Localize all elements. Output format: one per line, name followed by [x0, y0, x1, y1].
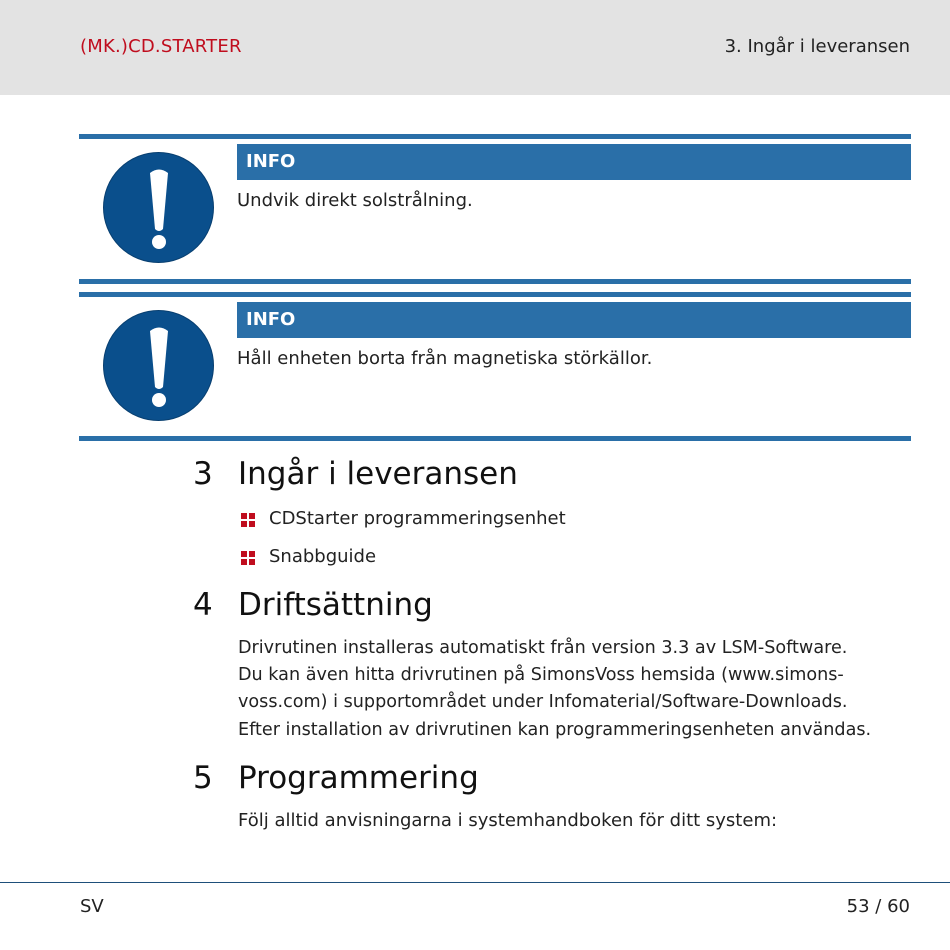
- section-number: 3: [193, 456, 213, 492]
- page-number: 53 / 60: [846, 896, 910, 917]
- section-number: 4: [193, 587, 213, 623]
- info-top-rule: [79, 292, 911, 297]
- paragraph-line: Efter installation av drivrutinen kan programmeringsenheten användas.: [238, 720, 872, 740]
- bullet-squares-icon: [241, 551, 255, 565]
- bullet-squares-icon: [241, 513, 255, 527]
- section-title: Driftsättning: [238, 587, 433, 623]
- section-title: Programmering: [238, 760, 479, 796]
- list-item-text: Snabbguide: [269, 546, 377, 567]
- footer-language: SV: [80, 896, 104, 917]
- info-bottom-rule: [79, 436, 911, 441]
- exclamation-icon: [103, 310, 214, 421]
- list-item-text: CDStarter programmeringsenhet: [269, 508, 566, 529]
- info-label-bar: [237, 144, 911, 180]
- paragraph-line: voss.com) i supportområdet under Infomaterial/Software-Downloads.: [238, 692, 848, 712]
- info-box-2: [79, 292, 911, 444]
- paragraph-line: Följ alltid anvisningarna i systemhandboken för ditt system:: [238, 810, 778, 831]
- info-box-1: [79, 134, 911, 286]
- info-label: INFO: [246, 151, 296, 172]
- section-title: Ingår i leveransen: [238, 456, 518, 492]
- info-label-bar: [237, 302, 911, 338]
- info-label: INFO: [246, 309, 296, 330]
- footer-rule: [0, 882, 950, 883]
- chapter-title: 3. Ingår i leveransen: [724, 36, 910, 57]
- info-text: Undvik direkt solstrålning.: [237, 190, 473, 211]
- info-top-rule: [79, 134, 911, 139]
- info-bottom-rule: [79, 279, 911, 284]
- exclamation-icon: [103, 152, 214, 263]
- paragraph-line: Du kan även hitta drivrutinen på SimonsVoss hemsida (www.simons-: [238, 665, 844, 685]
- page-header: [0, 0, 950, 95]
- paragraph-line: Drivrutinen installeras automatiskt från version 3.3 av LSM-Software.: [238, 638, 848, 658]
- product-name: (MK.)CD.STARTER: [80, 36, 242, 57]
- info-text: Håll enheten borta från magnetiska störkällor.: [237, 348, 653, 369]
- section-number: 5: [193, 760, 213, 796]
